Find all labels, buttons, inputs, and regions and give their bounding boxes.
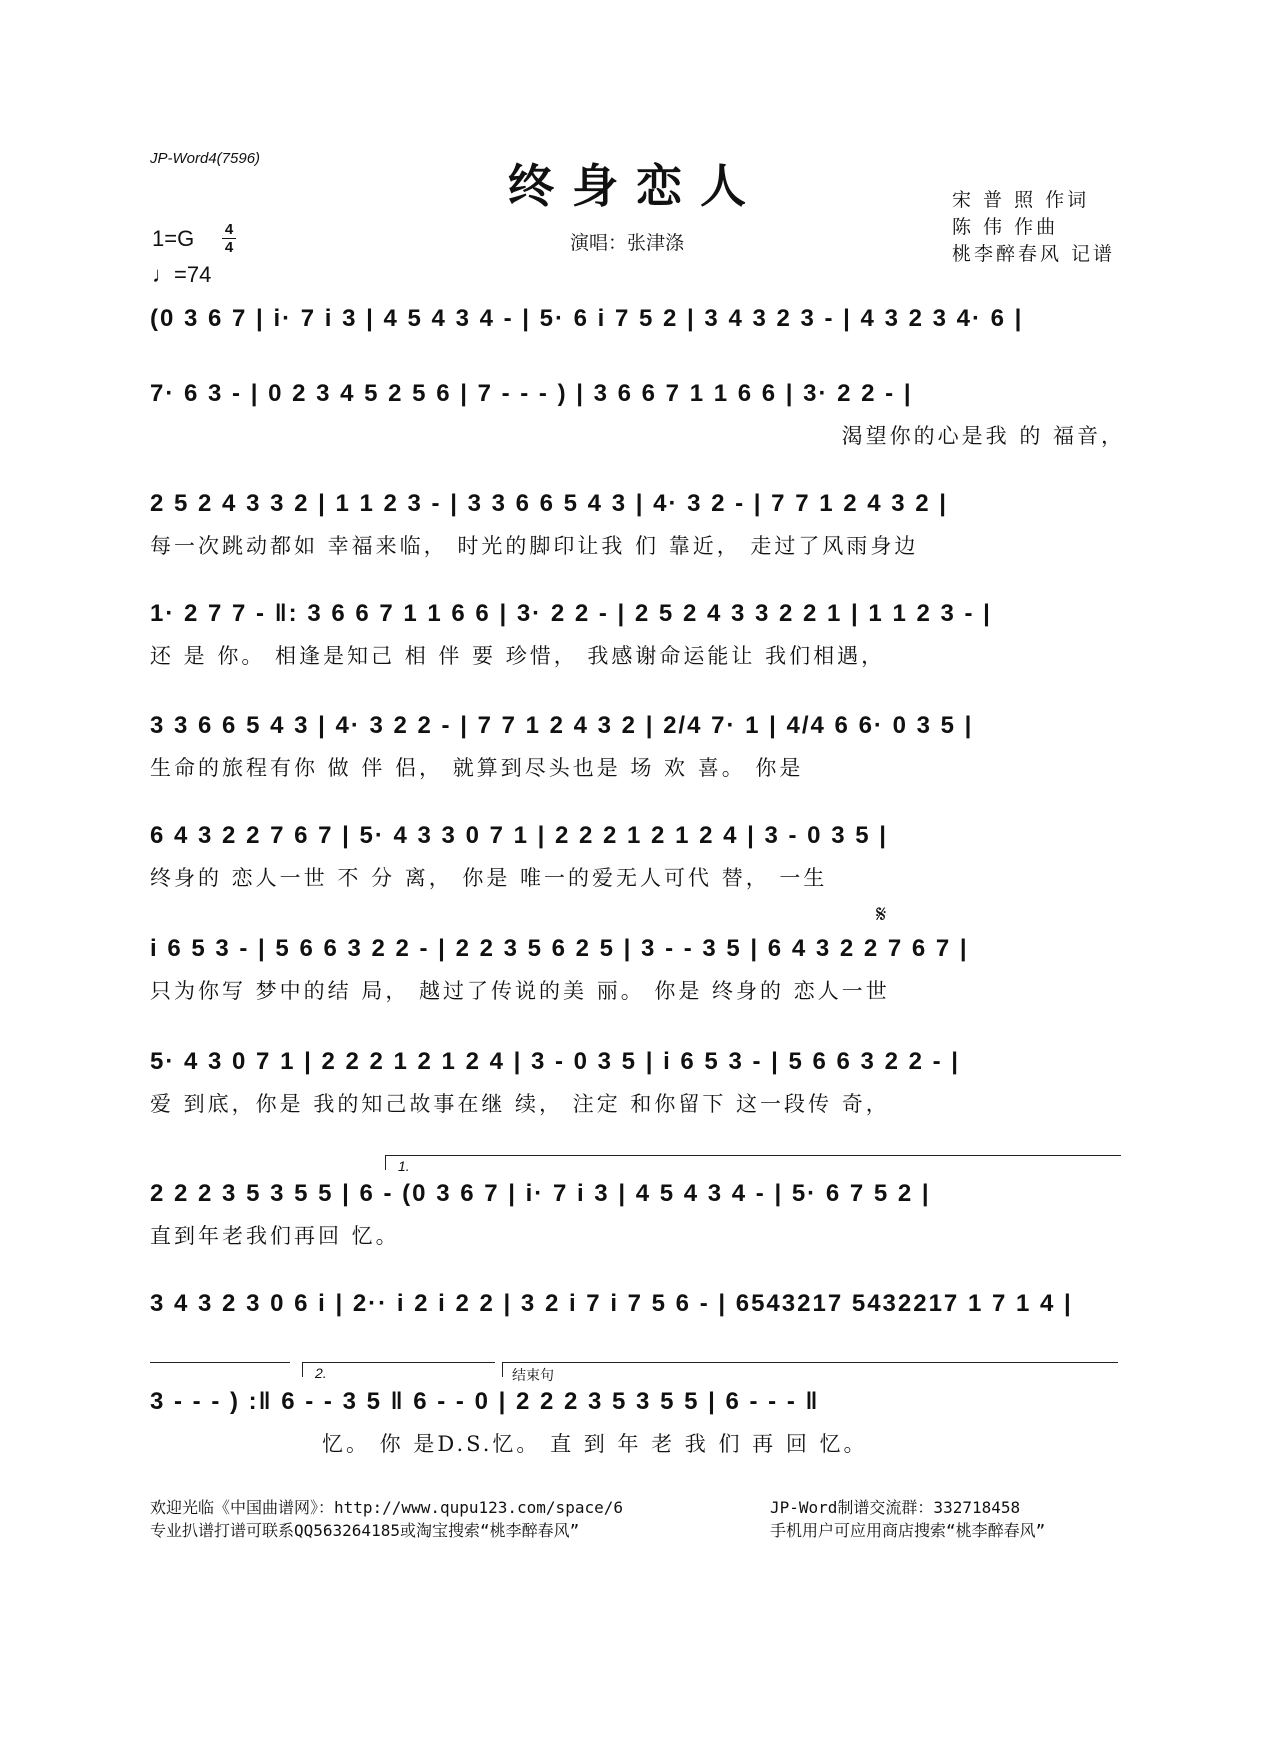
notation-system-1: (0 3 6 7 | i· 7 i 3 | 4 5 4 3 4 - | 5· 6 i 7 5 2 | 3 4 3 2 3 - | 4 3 2 3 4· 6 |: [150, 305, 1024, 332]
second-ending-bracket: [302, 1362, 495, 1377]
footer-website: 欢迎光临《中国曲谱网》：http://www.qupu123.com/space/6: [150, 1498, 623, 1517]
notation-system-5: 3 3 6 6 5 4 3 | 4· 3 2 2 - | 7 7 1 2 4 3 2 | 2/4 7· 1 | 4/4 6 6· 0 3 5 |: [150, 712, 974, 739]
lyric-line-6: 终身的 恋人一世 不 分 离， 你是 唯一的爱无人可代 替， 一生: [150, 866, 828, 890]
notation-system-4: 1· 2 7 7 - ‖: 3 6 6 7 1 1 6 6 | 3· 2 2 - | 2 5 2 4 3 3 2 2 1 | 1 1 2 3 - |: [150, 600, 992, 627]
lyric-line-4: 还 是 你。 相逢是知己 相 伴 要 珍惜， 我感谢命运能让 我们相遇，: [150, 644, 886, 668]
lyric-line-2: 渴望你的心是我 的 福音，: [841, 424, 1125, 448]
ending-phrase-label: 结束句: [512, 1367, 554, 1383]
segno-sign: 𝄋: [876, 900, 887, 928]
time-signature-bottom: 4: [224, 239, 234, 256]
transcriber-credit: 桃李醉春风 记谱: [952, 243, 1116, 265]
time-signature: [222, 222, 236, 255]
footer-group: JP-Word制谱交流群：332718458: [770, 1498, 1021, 1517]
first-ending-bracket: [385, 1155, 1121, 1170]
footer-contact: 专业扒谱打谱可联系QQ563264185或淘宝搜索“桃李醉春风”: [150, 1521, 580, 1540]
second-ending-label: 2.: [315, 1365, 327, 1381]
app-id: JP-Word4(7596): [150, 150, 261, 167]
notation-system-8: 5· 4 3 0 7 1 | 2 2 2 1 2 1 2 4 | 3 - 0 3 5 | i 6 5 3 - | 5 6 6 3 2 2 - |: [150, 1048, 960, 1075]
song-title: 终身恋人: [508, 159, 764, 213]
lyric-line-8: 爱 到底，你是 我的知己故事在继 续， 注定 和你留下 这一段传 奇，: [150, 1092, 890, 1116]
singer-credit: 演唱：张津涤: [570, 232, 685, 254]
notation-system-6: 6 4 3 2 2 7 6 7 | 5· 4 3 3 0 7 1 | 2 2 2 1 2 1 2 4 | 3 - 0 3 5 |: [150, 822, 888, 849]
footer-app-search: 手机用户可应用商店搜索“桃李醉春风”: [770, 1521, 1046, 1540]
time-signature-top: 4: [224, 221, 234, 238]
notation-system-3: 2 5 2 4 3 3 2 | 1 1 2 3 - | 3 3 6 6 5 4 3 | 4· 3 2 - | 7 7 1 2 4 3 2 |: [150, 490, 948, 517]
first-ending-label: 1.: [398, 1158, 410, 1174]
notation-system-7: i 6 5 3 - | 5 6 6 3 2 2 - | 2 2 3 5 6 2 5 | 3 - - 3 5 | 6 4 3 2 2 7 6 7 |: [150, 935, 969, 962]
lyric-line-7: 只为你写 梦中的结 局， 越过了传说的美 丽。 你是 终身的 恋人一世: [150, 979, 890, 1003]
notation-system-9: 2 2 2 3 5 3 5 5 | 6 - (0 3 6 7 | i· 7 i 3 | 4 5 4 3 4 - | 5· 6 7 5 2 |: [150, 1180, 931, 1207]
composer-credit: 陈 伟 作曲: [952, 216, 1059, 238]
notation-system-10: 3 4 3 2 3 0 6 i | 2·· i 2 i 2 2 | 3 2 i 7 i 7 5 6 - | 6543217 5432217 1 7 1 4 |: [150, 1290, 1073, 1317]
lyric-line-5: 生命的旅程有你 做 伴 侣， 就算到尽头也是 场 欢 喜。 你是: [150, 756, 804, 780]
notation-system-11: 3 - - - ) :‖ 6 - - 3 5 ‖ 6 - - 0 | 2 2 2 3 5 3 5 5 | 6 - - - ‖: [150, 1388, 820, 1415]
key-signature: 1=G: [152, 226, 195, 251]
lyric-line-11: 忆。 你 是D.S.忆。 直 到 年 老 我 们 再 回 忆。: [322, 1432, 868, 1456]
tempo-marking: ♩=74: [152, 262, 212, 287]
lyric-line-9: 直到年老我们再回 忆。: [150, 1224, 400, 1248]
notation-system-2: 7· 6 3 - | 0 2 3 4 5 2 5 6 | 7 - - - ) | 3 6 6 7 1 1 6 6 | 3· 2 2 - |: [150, 380, 913, 407]
first-ending-continuation: [150, 1362, 290, 1363]
ending-phrase-bracket: [502, 1362, 1118, 1377]
lyric-line-3: 每一次跳动都如 幸福来临， 时光的脚印让我 们 靠近， 走过了风雨身边: [150, 534, 919, 558]
lyricist-credit: 宋 普 照 作词: [952, 189, 1090, 211]
